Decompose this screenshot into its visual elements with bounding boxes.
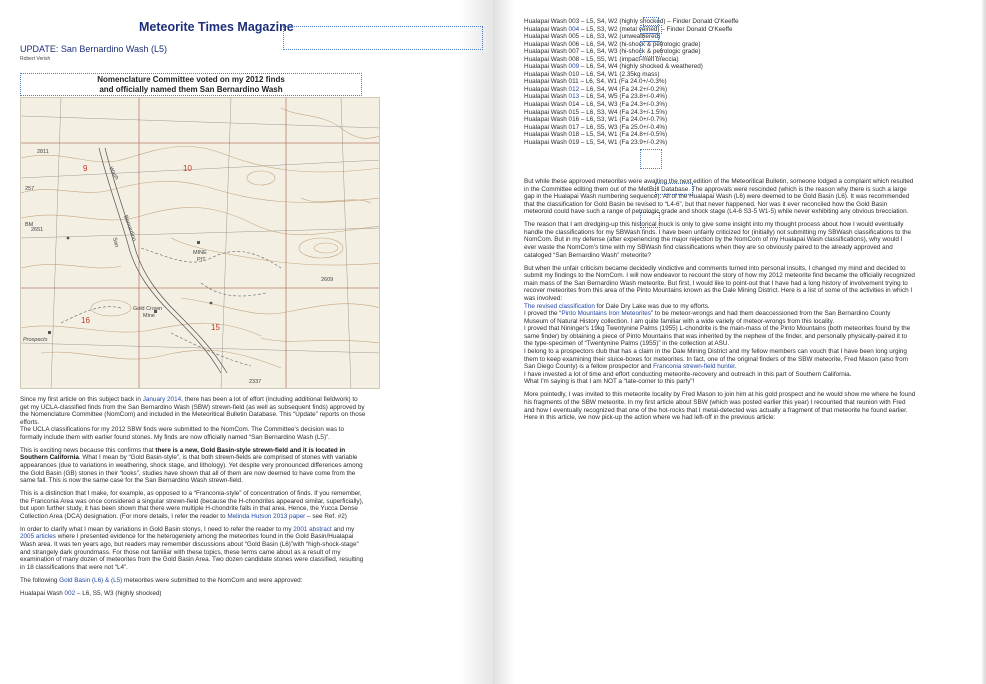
link-gold-basin[interactable]: Gold Basin (L6) & (L5) [59,576,123,584]
wash-list-item: Hualapai Wash 019 – L5, S4, W1 (Fa 23.9+/-0.2%) [524,138,668,146]
wash-list-item: Hualapai Wash 008 – L5, S5, W1 (impact-melt breccia) [524,55,679,63]
caption-line-1: Nomenclature Committee voted on my 2012 finds [97,75,285,84]
frame-marker [640,41,662,57]
wash-list-item: Hualapai Wash 004 – L5, S3, W2 (metal veined) – Finder Donald O'Keeffe [524,25,733,33]
link-hutson-paper[interactable]: Melinda Hutson 2013 paper [227,512,306,520]
map-section-9: 9 [83,164,88,173]
wash-number: 015 [568,108,580,116]
wash-list-item: Hualapai Wash 014 – L6, S4, W3 (Fa 24.3+/-0.3%) [524,101,668,109]
wash-list-item: Hualapai Wash 017 – L6, S5, W3 (Fa 25.0+/-0.4%) [524,123,668,131]
map-caption-box[interactable] [20,73,362,96]
map-label-gold-crown: Gold Crown [133,306,163,312]
wash-number-link[interactable]: 009 [568,63,580,71]
wash-list-item: Hualapai Wash 005 – L6, S3, W2 (unweathered) [524,33,661,41]
wash-number: 010 [568,70,580,78]
paragraph-6: Hualapai Wash 002 – L6, S5, W3 (highly shocked) [20,589,162,597]
link-franconia-hunter[interactable]: Franconia strewn-field hunter [653,363,735,371]
link-revised-classification[interactable]: The revised classification [524,302,595,310]
topo-map-drawing [21,98,380,389]
wash-number: 014 [568,101,580,109]
map-label-san: San [111,236,120,248]
wash-number: 005 [568,33,580,41]
page-edge [982,0,986,684]
wash-list-item: Hualapai Wash 011 – L6, S4, W1 (Fa 24.0+/-0.3%) [524,78,667,86]
paragraph-1: Since my first article on this subject back in January 2014, there has been a lot of effort (including additional fieldwork) to get my UCLA-classified finds from the San Bernardino Wash (SBW) strewn-field (as well as subsequent finds) approved by the Nomenclature Committee (NomCom) and included in the Meteoritical Bulletin Database. This “Update” reports on those efforts. The UCLA classifications for my 2012 SBW finds were submitted to the NomCom. The Committee's decision was to formally include them with earlier found stones. My finds are now officially named “San Bernardino Wash (L5)”. [20,396,366,441]
wash-number: 003 [568,18,580,25]
map-section-16: 16 [81,316,90,325]
wash-list-item: Hualapai Wash 010 – L6, S4, W1 (2.35kg mass) [524,70,660,78]
wash-number-link[interactable]: 004 [568,25,580,33]
wash-list-item: Hualapai Wash 012 – L6, S4, W4 (Fa 24.2+/-0.2%) [524,85,668,93]
wash-number: 019 [568,138,580,146]
topographic-map-image [20,97,380,389]
wash-number: 017 [568,123,580,131]
map-label-elev-2811: 2811 [37,149,49,155]
right-paragraph-3: But when the unfair criticism became decidedly vindictive and comments turned into personal insults, I changed my mind and decided to submit my findings to the NomCom. I will now endeavor to recount the story of how my 2012 meteorite find became the officially recognized main mass of the San Bernardino Wash meteorite. But first, I would like to point-out that I have had a long history of involvement trying to recover meteorites from this area of the Pinto Mountains known as the Dale Mining District. Here is a list of some of the activities in which I was involved: The revised classification for Dale Dry Lake was due to my efforts. I proved the “Pinto Mountains Iron Meteorites” to be meteor-wrongs and had them deaccessioned from the San Bernardino County Museum of Natural History collection. I am quite familiar with a wide variety of meteor-wrongs from this locality. I proved that Nininger's 19kg Twentynine Palms (1955) L-chondrite is the main-mass of the Pinto Mountains (both meteorites found by the same finder) by obtaining a piece of Pinto Mountains that was inherited by the nephew of the finder, and personally physically-paired it to the type-specimen of “Twentynine Palms (1955)” in the collection at ASU. I belong to a prospectors club that has a claim in the Dale Mining District and my fellow members can vouch that I have been long urging them to keep examining their sluice-boxes for meteorites. In fact, one of the original finders of the SBW meteorite, Fred Mason (also from San Diego County) is a fellow prospector and Franconia strewn-field hunter. I have invested a lot of time and effort conducting meteorite-recovery and outreach in this part of Southern California. What I'm saying is that I am NOT a “late-comer to this party”! [524,264,915,386]
gutter-shadow-right [493,0,515,684]
map-label-mine: MINE [193,250,207,256]
wash-number: 011 [568,78,579,86]
empty-text-frame[interactable] [283,26,483,50]
wash-list-item: Hualapai Wash 006 – L6, S4, W2 (hi-shock & petrologic grade) [524,40,701,48]
wash-list-item: Hualapai Wash 007 – L6, S4, W3 (hi-shock & petrologic grade) [524,48,701,56]
map-label-elev-2337: 2337 [249,379,262,385]
magazine-title: Meteorite Times Magazine [139,20,294,34]
right-column-body [524,178,916,427]
article-author: Robert Verish [20,56,51,62]
right-paragraph-1: But while these approved meteorites were awaiting the next edition of the Meteoritical Bulletin, someone lodged a complaint which resulted in the Committee editing them out of the MetBull Database. The approvals were rescinded (which is the reason why there is such a large gap in the Hualapai Wash numbering sequence). All of the Hualapai Wash (L6) were deemed to be Gold Basin (L6). It was recommended that the classification for Gold Basin be revised to “L4-6”, but that never happened. Nor was it ever reconciled how the Gold Basin meteoroid could have such a range of petrologic grade and shock stage (L4-6 S3-5 W1-5) while never exhibiting any obvious brecciation. [524,178,914,216]
wash-list-item: Hualapai Wash 018 – L5, S4, W1 (Fa 24.8+/-0.5%) [524,131,668,139]
hualapai-wash-list [524,18,804,146]
map-section-10: 10 [183,164,192,173]
wash-number: 008 [568,55,580,63]
frame-marker [640,149,662,169]
map-label-bm: BM [25,222,34,228]
map-label-elev-257: 257 [25,186,35,192]
right-paragraph-2: The reason that I am dredging-up this historical muck is only to give some insight into my thought process about how I would eventually handle the classifications for my SBWash finds. I have been unfairly criticized for (initially) not submitting my SBWash classifications to the NomCom. But in my defense (after experiencing the major rejection by the NomCom of my Hualapai Wash classifications), why would I ever waste the NomCom's time with my SBWash find classifications when they are so obviously paired to the already approved and cataloged “San Bernardino Wash” meteorite? [524,221,912,259]
gutter-shadow [459,0,493,684]
map-label-elev-2609: 2609 [321,277,334,283]
wash-list-item: Hualapai Wash 016 – L6, S3, W1 (Fa 24.0+/-0.7%) [524,116,668,124]
wash-list-item: Hualapai Wash 009 – L6, S4, W4 (highly shocked & weathered) [524,63,703,71]
left-column-body [20,396,368,602]
wash-list-item: Hualapai Wash 013 – L6, S4, W5 (Fa 23.8+/-0.4%) [524,93,668,101]
right-paragraph-4: More pointedly, I was invited to this meteorite locality by Fred Mason to join him at his gold prospect and he would show me where he found his fragments of the SBW meteorite. In my first article about SBW (which was posted earlier this year) I recounted that reunion with Fred and how I eventually recognized that one of the hot-rocks that I metal-detected was actually a fragment of that meteorite he found earlier. Here in this article, we now pick-up the action where we had left-off in the previous article: [524,391,916,422]
map-label-wash: Wash [107,166,120,182]
wash-number: 006 [568,40,580,48]
paragraph-2: This is exciting news because this confirms that there is a new, Gold Basin-style strewn-field and it is located in Southern California. What I mean by “Gold Basin-style”, is that both strewn-fields are comprised of stones with variable appearances (due to variations in weathering, shock stage, and lithology). Yet despite very pronounced differences among the Gold Basin (GB) stones in their “looks”, studies have shown that all of them are now deemed to have come from the same fall. This is now the same case for the San Bernardino Wash strewn-field. [20,446,363,485]
link-2001-abstract[interactable]: 2001 abstract [293,525,332,533]
map-label-pit: PIT [197,257,206,263]
paragraph-3: This is a distinction that I make, for example, as opposed to a “Franconia-style” of concentration of finds. If you remember, the Franconia Area was once considered a singular strewn-field (because the H-chondrites appeared similar, superficially), but upon further study, it has been shown that there were multiple H-chondrite falls in that area. Hence, the Yucca Dense Collection Area (DCA) designation. (For more details, I refer the reader to Melinda Hutson 2013 paper – see Ref. #2) [20,490,364,520]
paragraph-5: The following Gold Basin (L6) & (L5) meteorites were submitted to the NomCom and were approved: [20,576,303,584]
map-section-15: 15 [211,323,220,332]
link-2005-articles[interactable]: 2005 articles [20,533,56,541]
link-january-2014[interactable]: January 2014 [142,396,182,403]
paragraph-4: In order to clarify what I mean by variations in Gold Basin stonys, I need to refer the reader to my 2001 abstract and my 2005 articles where I presented evidence for the heterogeniety among the meteorites found in the Gold Basin/Hualapai Wash area. It was ten years ago, but readers may remember discussions about “Gold Basin (L6)”with “high-shock-stage” and strangely dark groundmass. For those not familiar with these topics, these terms came about as a result of my examination of many dozen of meteorites from the Gold Basin Area. Two dozen candidate stones were classified, resulting in 18 classifications that were not “L4”. [20,525,364,571]
wash-number: 018 [568,131,580,139]
wash-list-item: Hualapai Wash 003 – L5, S4, W2 (highly shocked) – Finder Donald O'Keeffe [524,18,739,25]
caption-line-2: and officially named them San Bernardino Wash [99,85,283,94]
wash-number: 007 [568,48,580,56]
article-title: UPDATE: San Bernardino Wash (L5) [20,44,168,54]
wash-list-item: Hualapai Wash 015 – L6, S3, W4 (Fa 24.3+/-1.5%) [524,108,668,116]
map-label-gold-crown-mine: Mine [143,313,155,319]
map-label-prospects: Prospects [23,337,48,343]
wash-number-link[interactable]: 013 [568,93,580,101]
map-label-bernardino: Bernardino [122,214,137,242]
link-pinto-mountains[interactable]: Pinto Mountains Iron Meteorites [561,310,651,318]
link-wash-002[interactable]: 002 [64,589,76,597]
map-label-elev-2651: 2651 [31,227,44,233]
wash-number-link[interactable]: 012 [568,85,580,93]
wash-number: 016 [568,116,580,124]
